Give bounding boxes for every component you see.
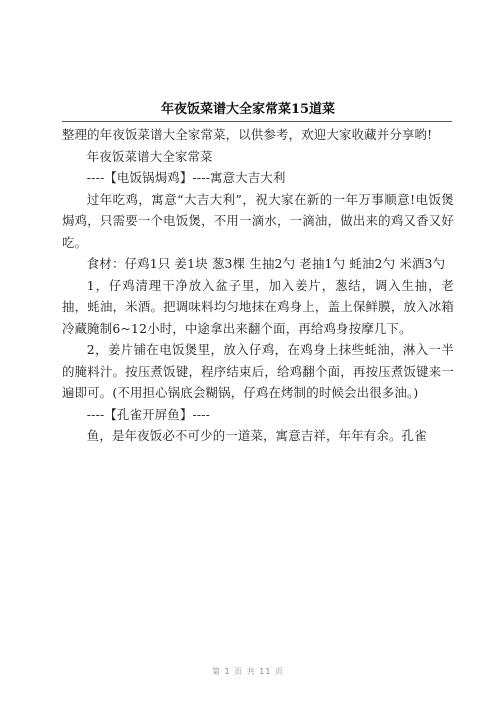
paragraph-subtitle: 年夜饭菜谱大全家常菜 <box>86 148 213 164</box>
paragraph-fish-intro: 鱼，是年夜饭必不可少的一道菜，寓意吉祥，年年有余。孔雀 <box>86 428 427 443</box>
document-title: 年夜饭菜谱大全家常菜15道菜 <box>160 102 336 117</box>
document-body <box>62 124 454 447</box>
paragraph-step-1: 1，仔鸡清理干净放入盆子里，加入姜片，葱结，调入生抽，老抽，蚝油，米酒。把调味料均匀地抹在鸡身上，盖上保鲜膜，放入冰箱冷藏腌制6~12小时，中途拿出来翻个面，再给鸡身按摩几下。 <box>62 277 454 336</box>
paragraph-step-2: 2，姜片铺在电饭煲里，放入仔鸡，在鸡身上抹些蚝油，淋入一半的腌料汁。按压煮饭键，程序结束后，给鸡翻个面，再按压煮饭键来一遍即可。(不用担心锅底会糊锅，仔鸡在烤制的时候会出很多油。) <box>62 342 454 400</box>
paragraph-intro: 整理的年夜饭菜谱大全家常菜，以供参考，欢迎大家收藏并分享哟! <box>62 127 433 142</box>
header-divider <box>62 121 452 122</box>
page-number: 第 1 页 共 11 页 <box>212 667 284 676</box>
paragraph-ingredients: 食材：仔鸡1只 姜1块 葱3棵 生抽2勺 老抽1勺 蚝油2勺 米酒3勺 <box>86 256 446 271</box>
paragraph-chicken-intro: 过年吃鸡，寓意“大吉大利”，祝大家在新的一年万事顺意!电饭煲焗鸡，只需要一个电饭煲，不用一滴水，一滴油，做出来的鸡又香又好吃。 <box>62 191 454 250</box>
section-heading-chicken: ----【电饭锅焗鸡】----寓意大吉大利 <box>86 170 286 185</box>
section-heading-fish: ----【孔雀开屏鱼】---- <box>86 406 211 422</box>
